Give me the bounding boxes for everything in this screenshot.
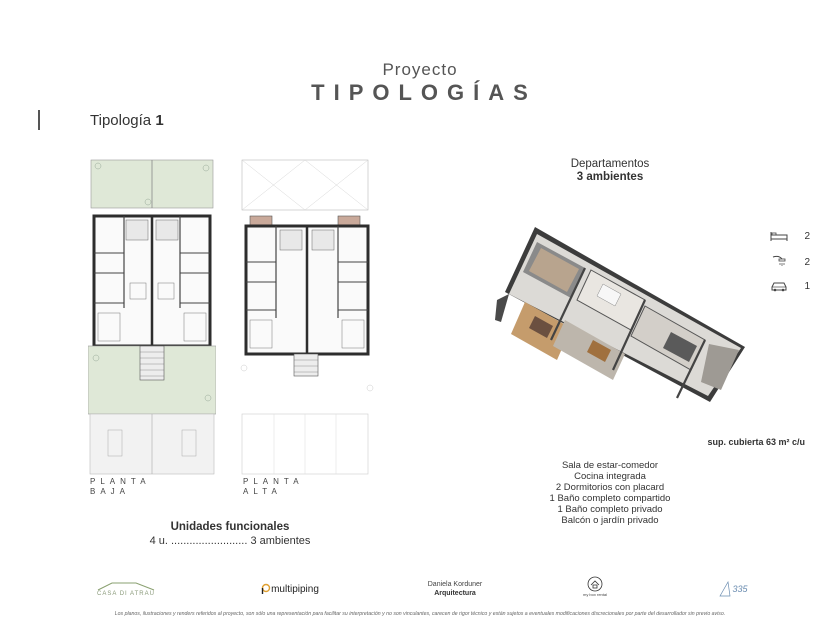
logo-my-box-rental [580,575,610,597]
planta-alta-line2: ALTA [243,487,282,496]
feature-item: Sala de estar-comedor [561,460,659,471]
amenity-bedrooms [770,228,810,244]
daniela-logo-line2: Arquitectura [434,590,476,597]
daniela-logo-line1: Daniela Korduner [427,581,483,588]
casa-logo-text: CASA DI ATRAU [97,591,155,597]
planta-baja-line1: PLANTA [90,477,151,486]
bed-icon [770,230,788,242]
shower-icon [770,255,788,269]
multipiping-logo-text: multipiping [271,583,319,595]
covered-surface: sup. cubierta 63 m² c/u [707,437,805,447]
department-title: Departamentos [570,158,650,170]
feature-item: 1 Baño completo privado [557,504,663,515]
department-subtitle: 3 ambientes [576,171,644,183]
legal-disclaimer: Los planos, ilustraciones y renders referidos al proyecto, son sólo una representación para facilitar su interpretación y no son vinculantes, carecen de rigor técnico y están sujetos a eventuales modificaciones discrecionales por parte del desarrollador sin previo aviso. [114,611,726,617]
floor-plan-planta-alta [238,158,376,476]
feature-item: 2 Dormitorios con placard [555,482,665,493]
tipologia-number: 1 [155,112,164,129]
floor-plan-planta-baja [88,158,216,476]
page-supertitle: Proyecto [382,60,458,79]
multipiping-mark-icon [261,583,271,595]
bathrooms-count: 2 [804,256,810,268]
parking-count: 1 [804,280,810,292]
label-planta-alta [243,477,304,497]
casa-roof-icon [96,581,156,591]
amenity-parking [770,278,810,294]
tipologia-heading [90,112,164,129]
car-icon [770,280,788,292]
logo-335 [708,578,758,600]
mybox-house-icon [587,576,603,592]
amenity-bathrooms [770,254,810,270]
tipologia-label: Tipología [90,112,152,129]
logo-daniela-korduner [415,578,495,600]
bedrooms-count: 2 [804,230,810,242]
logo-casa-di-atrau [86,578,166,600]
planta-baja-line2: BAJA [90,487,131,496]
feature-item: 1 Baño completo compartido [549,493,671,504]
brand335-logo-text: 335 [732,584,748,594]
sail-icon [718,581,732,597]
section-divider [38,110,40,130]
logo-multipiping [255,578,325,600]
feature-item: Cocina integrada [574,471,646,482]
mybox-logo-text: my box rental [582,591,607,597]
page-title: TIPOLOGÍAS [311,80,537,105]
feature-item: Balcón o jardín privado [561,515,659,526]
planta-alta-line1: PLANTA [243,477,304,486]
features-list [520,460,700,526]
apartment-3d-render [495,222,755,407]
units-title: Unidades funcionales [170,521,290,533]
units-description: 4 u. ......................... 3 ambientes [149,535,311,547]
label-planta-baja [90,477,151,497]
